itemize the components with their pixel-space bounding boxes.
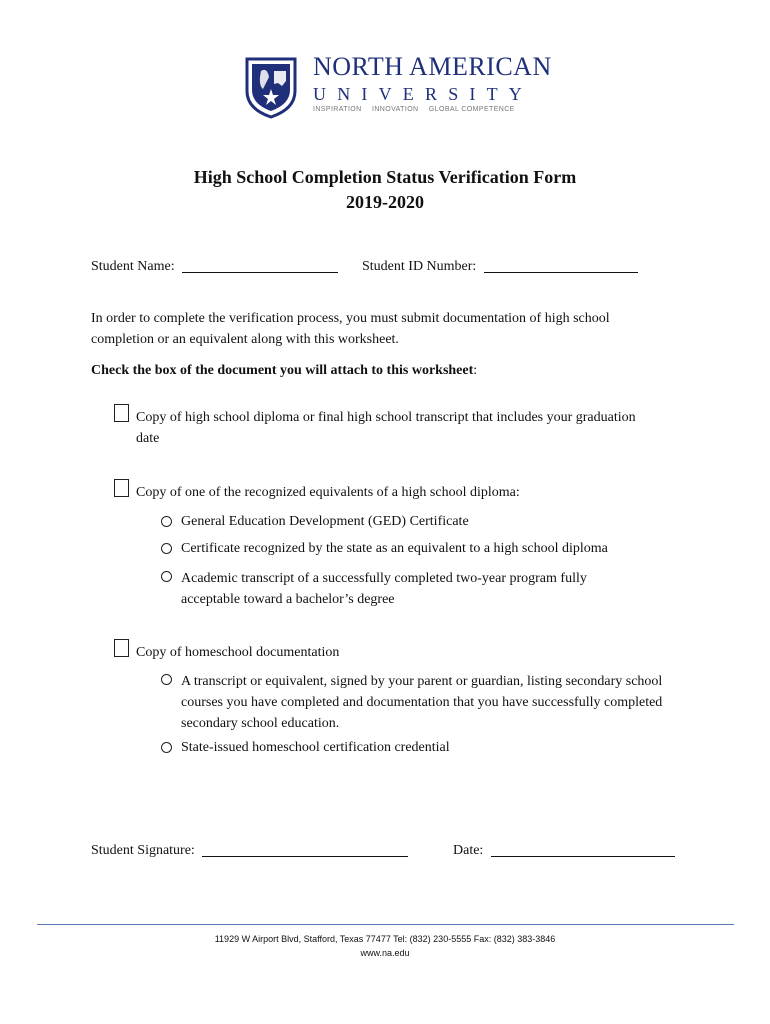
footer-website[interactable]: www.na.edu	[360, 948, 410, 958]
form-year: 2019-2020	[346, 192, 424, 212]
sub-option-ged: General Education Development (GED) Certificate	[181, 514, 469, 529]
tagline-2: INNOVATION	[371, 106, 419, 113]
sub-option-state-certificate: Certificate recognized by the state as an equivalent to a high school diploma	[181, 541, 608, 556]
student-id-field	[362, 258, 638, 275]
instruction-line	[91, 363, 477, 379]
footer-divider	[37, 924, 734, 925]
option-equivalent-label: Copy of one of the recognized equivalents of a high school diploma:	[136, 485, 520, 500]
checkbox-diploma[interactable]	[114, 404, 129, 422]
logo-university: UNIVERSITY	[313, 84, 533, 104]
signature-label: Student Signature:	[91, 843, 195, 858]
university-shield-logo	[245, 53, 297, 119]
radio-homeschool-transcript[interactable]	[161, 674, 172, 685]
logo-tagline	[313, 106, 515, 113]
tagline-1: INSPIRATION	[313, 106, 362, 113]
logo-wordmark: NORTH AMERICAN	[313, 52, 552, 81]
student-name-input[interactable]	[182, 258, 338, 273]
sub-option-homeschool-transcript: A transcript or equivalent, signed by your parent or guardian, listing secondary school courses you have completed and documentation that you have successfully completed secondary school education.	[181, 674, 663, 731]
tagline-3: GLOBAL COMPETENCE	[428, 106, 515, 113]
checkbox-equivalent[interactable]	[114, 479, 129, 497]
form-title: High School Completion Status Verification Form	[193, 167, 577, 187]
sub-option-homeschool-credential: State-issued homeschool certification credential	[181, 740, 450, 755]
sub-option-academic-transcript: Academic transcript of a successfully completed two-year program fully acceptable toward a bachelor’s degree	[181, 571, 587, 607]
student-name-label: Student Name:	[91, 259, 175, 274]
date-label: Date:	[453, 843, 484, 858]
signature-input[interactable]	[202, 842, 408, 857]
date-input[interactable]	[491, 842, 675, 857]
instruction-colon: :	[473, 363, 478, 378]
radio-state-certificate[interactable]	[161, 543, 172, 554]
signature-field	[91, 842, 408, 859]
student-name-field	[91, 258, 338, 275]
student-id-label: Student ID Number:	[362, 259, 477, 274]
option-diploma-label: Copy of high school diploma or final high school transcript that includes your graduation	[136, 410, 636, 425]
radio-homeschool-credential[interactable]	[161, 742, 172, 753]
date-field	[453, 842, 675, 859]
radio-ged[interactable]	[161, 516, 172, 527]
radio-academic-transcript[interactable]	[161, 571, 172, 582]
footer-address: 11929 W Airport Blvd, Stafford, Texas 77477 Tel: (832) 230-5555 Fax: (832) 383-3846	[214, 934, 556, 944]
option-homeschool-label: Copy of homeschool documentation	[136, 645, 340, 660]
option-diploma-label-cont: date	[136, 431, 160, 446]
checkbox-homeschool[interactable]	[114, 639, 129, 657]
intro-paragraph: In order to complete the verification process, you must submit documentation of high school completion or an equivalent along with this worksheet.	[91, 311, 610, 347]
instruction-text: Check the box of the document you will attach to this worksheet	[91, 363, 474, 378]
student-id-input[interactable]	[484, 258, 638, 273]
